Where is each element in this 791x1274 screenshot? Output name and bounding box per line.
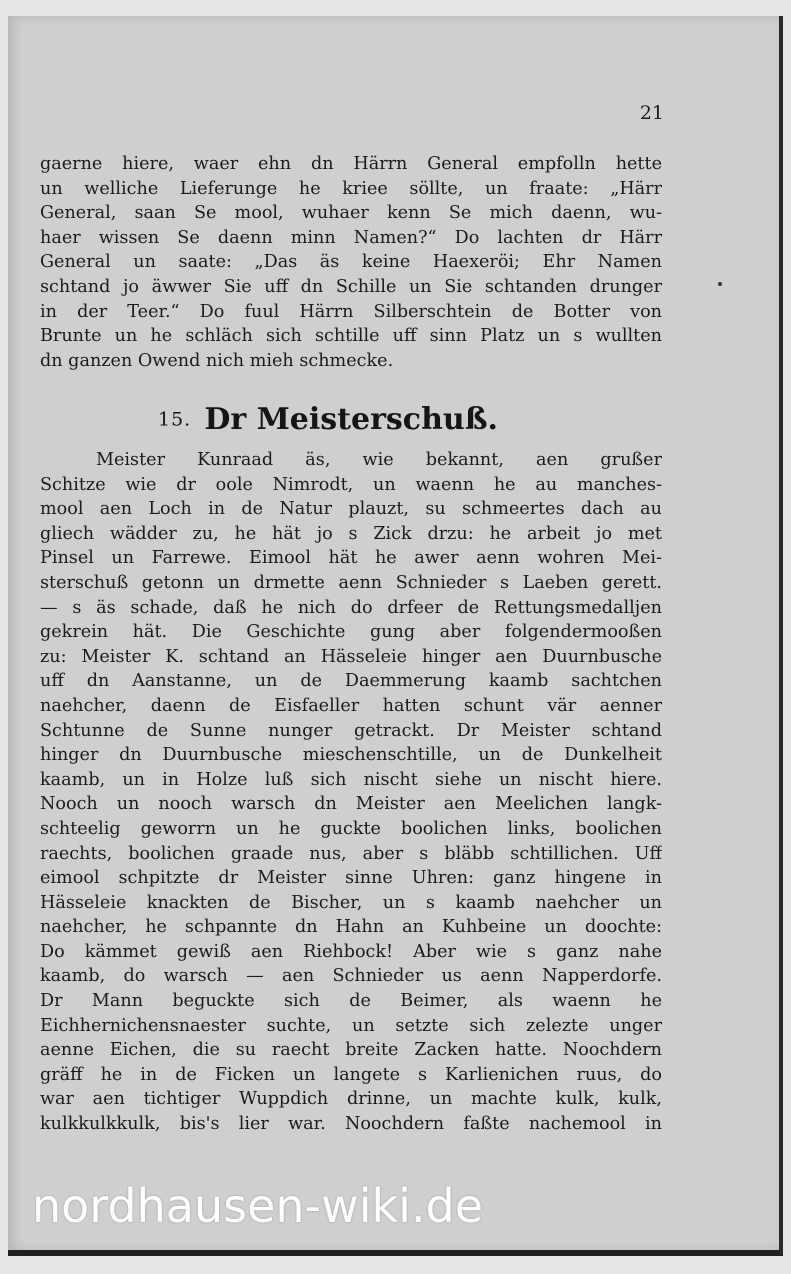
text-line: kaamb, do warsch — aen Schnieder us aenn Napperdorfe. <box>40 966 662 987</box>
text-line: gaerne hiere, waer ehn dn Härrn General empfolln hette <box>40 154 662 174</box>
text-line: kulkkulkkulk, bis's lier war. Noochdern faßte nachemool in <box>40 1114 662 1135</box>
text-line: uff dn Aanstanne, un de Daemmerung kaamb sachtchen <box>40 671 662 692</box>
paragraph-continued <box>40 152 662 373</box>
text-line: gliech wädder zu, he hät jo s Zick drzu: he arbeit jo met <box>40 523 662 544</box>
text-line: war aen tichtiger Wuppdich drinne, un machte kulk, kulk, <box>40 1089 662 1110</box>
text-line: gräff he in de Ficken un langete s Karlienichen ruus, do <box>40 1064 662 1085</box>
text-line: General un saate: „Das äs keine Haexeröi; Ehr Namen <box>40 252 662 273</box>
text-line: mool aen Loch in de Natur plauzt, su schmeertes dach au <box>40 499 662 520</box>
text-line: eimool schpitzte dr Meister sinne Uhren: ganz hingene in <box>40 868 662 889</box>
text-line: Schtunne de Sunne nunger getrackt. Dr Meister schtand <box>40 720 662 741</box>
text-line: — s äs schade, daß he nich do drfeer de Rettungsmedalljen <box>40 597 662 618</box>
text-line: un welliche Lieferunge he kriee söllte, un fraate: „Härr <box>40 178 662 199</box>
text-line: in der Teer.“ Do fuul Härrn Silberschtein de Botter von <box>40 301 662 322</box>
text-line: Meister Kunraad äs, wie bekannt, aen grußer <box>96 450 662 470</box>
text-line: naehcher, daenn de Eisfaeller hatten schunt vär aenner <box>40 695 662 716</box>
text-line: haer wissen Se daenn minn Namen?“ Do lachten dr Härr <box>40 227 662 248</box>
text-line: Do kämmet gewiß aen Riehbock! Aber wie s ganz nahe <box>40 941 662 962</box>
watermark-text: nordhausen-wiki.de <box>32 1179 484 1233</box>
text-line: zu: Meister K. schtand an Hässeleie hinger aen Duurnbusche <box>40 646 662 667</box>
text-line: Hässeleie knackten de Bischer, un s kaamb naehcher un <box>40 892 662 913</box>
section-heading <box>158 402 618 446</box>
text-line: Pinsel un Farrewe. Eimool hät he awer aenn wohren Mei- <box>40 548 662 569</box>
ink-speck <box>718 282 722 286</box>
text-line: Eichhernichensnaester suchte, un setzte sich zelezte unger <box>40 1015 662 1036</box>
text-line: gekrein hät. Die Geschichte gung aber folgendermooßen <box>40 622 662 643</box>
section-number: 15. <box>158 408 192 431</box>
text-line: schtand jo äwwer Sie uff dn Schille un Sie schtanden drunger <box>40 276 662 297</box>
text-line: hinger dn Duurnbusche mieschenschtille, un de Dunkelheit <box>40 745 662 766</box>
text-line: sterschuß getonn un drmette aenn Schnieder s Laeben gerett. <box>40 572 662 593</box>
text-line: General, saan Se mool, wuhaer kenn Se mich daenn, wu- <box>40 203 662 224</box>
text-line: Nooch un nooch warsch dn Meister aen Meelichen langk- <box>40 794 662 815</box>
text-line: Dr Mann beguckte sich de Beimer, als waenn he <box>40 991 662 1012</box>
text-line: naehcher, he schpannte dn Hahn an Kuhbeine un doochte: <box>40 917 662 938</box>
text-line: dn ganzen Owend nich mieh schmecke. <box>40 350 394 371</box>
section-title: Dr Meisterschuß. <box>204 402 498 437</box>
page-number: 21 <box>639 102 664 124</box>
book-page <box>8 16 783 1256</box>
text-line: kaamb, un in Holze luß sich nischt siehe un nischt hiere. <box>40 769 662 790</box>
text-line: Schitze wie dr oole Nimrodt, un waenn he au manches- <box>40 474 662 495</box>
story-paragraph <box>40 448 662 1137</box>
text-line: aenne Eichen, die su raecht breite Zacken hatte. Noochdern <box>40 1040 662 1061</box>
text-line: raechts, boolichen graade nus, aber s bläbb schtillichen. Uff <box>40 843 662 864</box>
text-line: Brunte un he schläch sich schtille uff sinn Platz un s wullten <box>40 326 662 347</box>
text-line: schteelig geworrn un he guckte boolichen links, boolichen <box>40 818 662 839</box>
